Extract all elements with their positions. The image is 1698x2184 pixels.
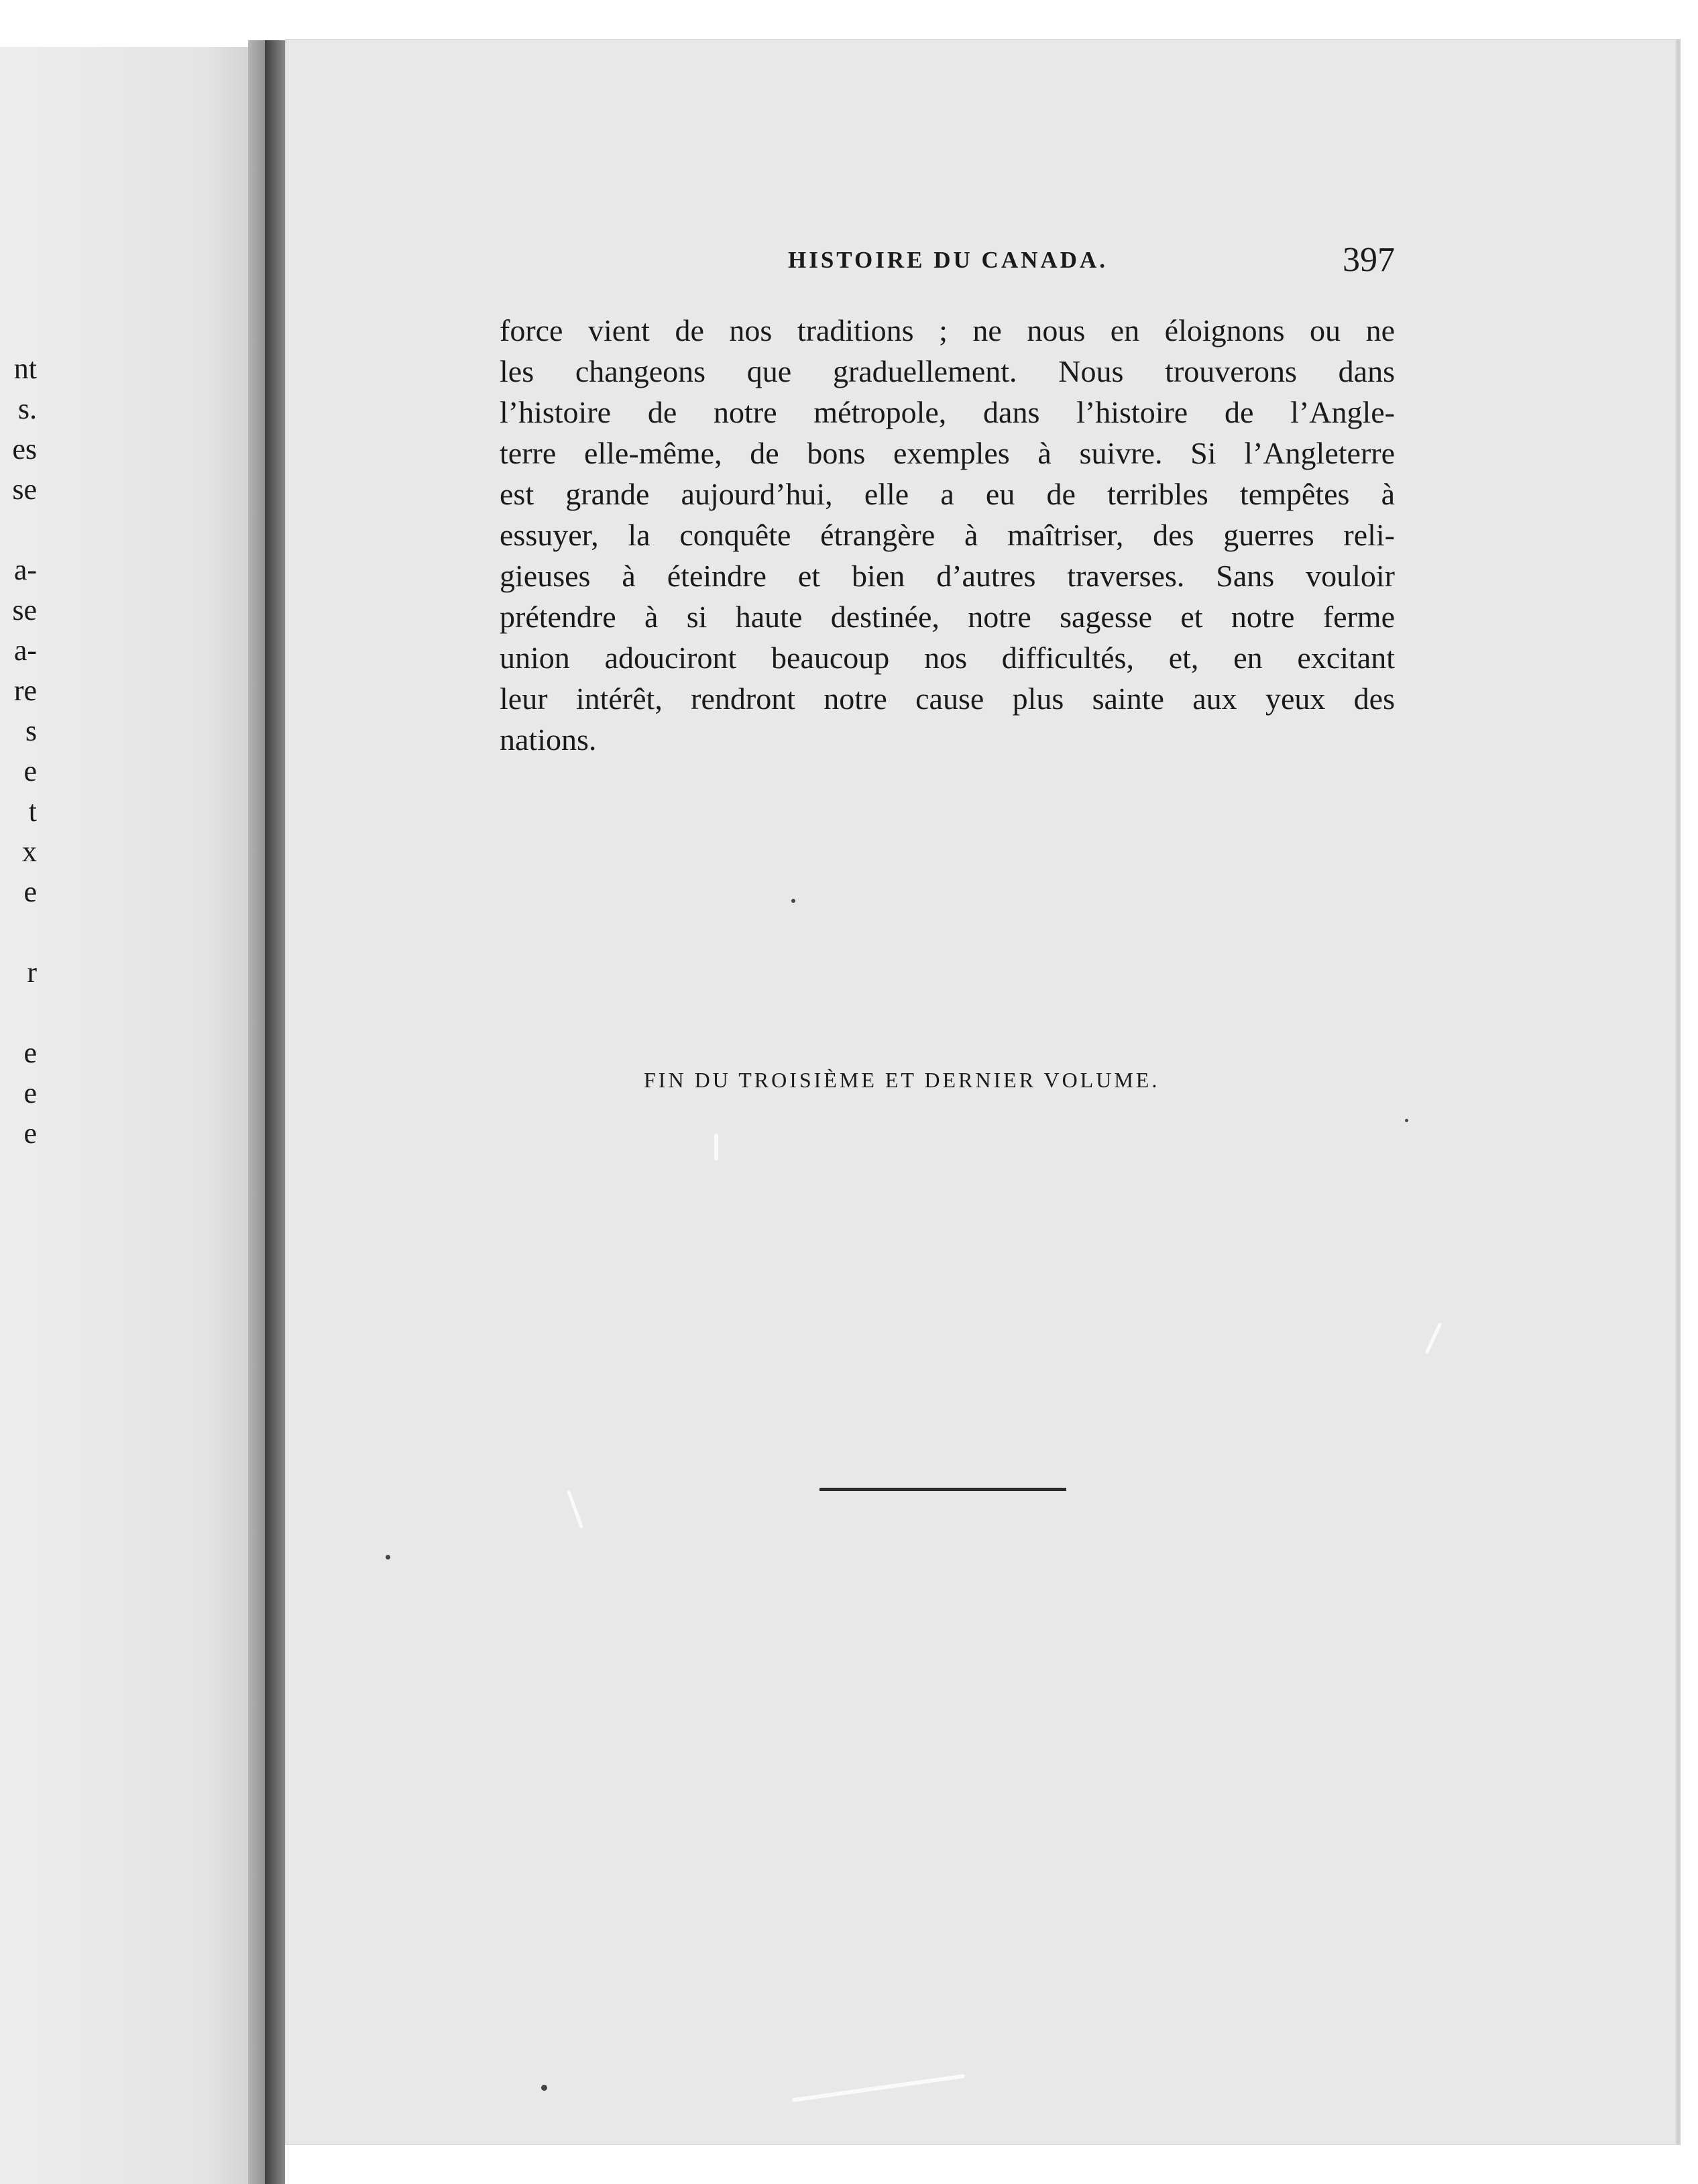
left-fragment: r xyxy=(27,956,37,989)
book-gutter xyxy=(265,40,285,2184)
scan-scratch xyxy=(714,1134,718,1160)
left-fragment: s. xyxy=(17,392,37,425)
body-paragraph xyxy=(500,310,1395,760)
page-number: 397 xyxy=(1343,241,1395,279)
left-fragment: se xyxy=(12,594,37,626)
left-fragment: re xyxy=(13,674,37,707)
text-line: est grande aujourd’hui, elle a eu de terribles tempêtes à xyxy=(500,477,1395,511)
scan-speck xyxy=(386,1555,390,1560)
text-line: force vient de nos traditions ; ne nous en éloignons ou ne xyxy=(500,313,1395,347)
scan-speck xyxy=(791,899,795,903)
text-line: essuyer, la conquête étrangère à maîtriser, des guerres reli- xyxy=(500,518,1395,552)
scan-speck xyxy=(1405,1119,1408,1122)
closing-rule xyxy=(819,1488,1066,1491)
text-line: nations. xyxy=(500,722,597,757)
left-fragment: t xyxy=(28,795,37,828)
left-fragment: e xyxy=(23,875,37,908)
text-line: union adouciront beaucoup nos difficultés, et, en excitant xyxy=(500,641,1395,675)
left-fragment: e xyxy=(23,1117,37,1150)
left-fragment xyxy=(0,912,37,952)
text-line: terre elle-même, de bons exemples à suivre. Si l’Angleterre xyxy=(500,436,1395,470)
left-page xyxy=(0,47,258,2184)
left-fragment: e xyxy=(23,755,37,787)
left-fragment: s xyxy=(25,714,37,747)
text-line: les changeons que graduellement. Nous trouverons dans xyxy=(500,354,1395,388)
text-line: gieuses à éteindre et bien d’autres traverses. Sans vouloir xyxy=(500,559,1395,593)
running-head xyxy=(500,241,1395,287)
left-fragment xyxy=(0,993,37,1033)
left-fragment: nt xyxy=(13,352,37,385)
left-fragment: x xyxy=(22,835,37,868)
left-fragment: se xyxy=(12,473,37,506)
left-fragment xyxy=(0,510,37,550)
text-line: l’histoire de notre métropole, dans l’histoire de l’Angle- xyxy=(500,395,1395,429)
scan-speck xyxy=(541,2085,547,2091)
left-page-text-fragments xyxy=(0,349,37,1154)
left-fragment: a- xyxy=(13,553,37,586)
text-line: prétendre à si haute destinée, notre sagesse et notre ferme xyxy=(500,600,1395,634)
left-fragment: e xyxy=(23,1077,37,1109)
text-line: leur intérêt, rendront notre cause plus sainte aux yeux des xyxy=(500,681,1395,716)
left-fragment: es xyxy=(12,433,37,466)
left-fragment: a- xyxy=(13,634,37,667)
left-fragment: e xyxy=(23,1036,37,1069)
colophon: FIN DU TROISIÈME ET DERNIER VOLUME. xyxy=(644,1068,1160,1092)
running-head-title: HISTOIRE DU CANADA. xyxy=(788,247,1108,273)
